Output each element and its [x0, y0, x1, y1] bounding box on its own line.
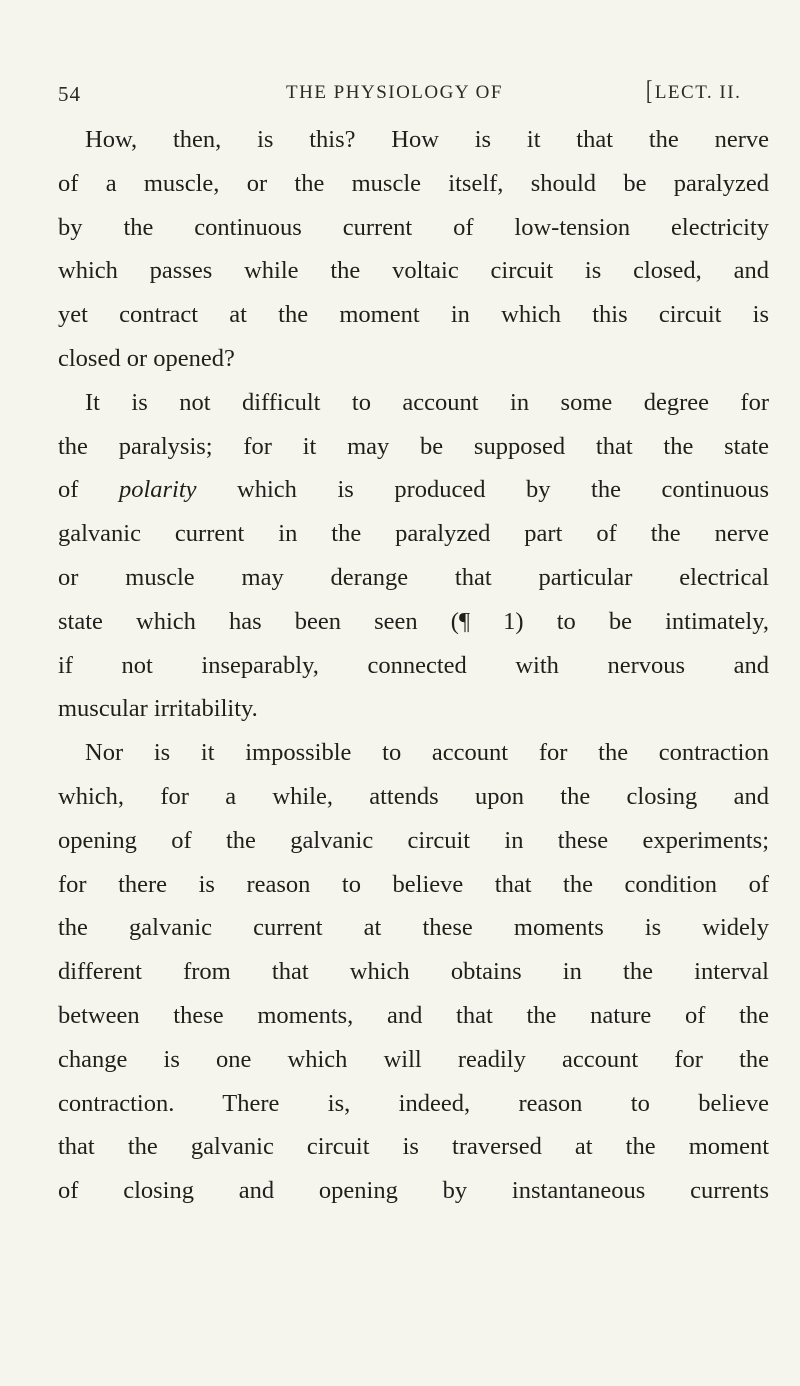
text-line: Nor is it impossible to account for the contraction — [85, 739, 769, 767]
lecture-number: LECT. II. — [654, 82, 742, 103]
text-line: or muscle may derange that particular electrical — [58, 563, 769, 591]
text-line: which, for a while, attends upon the closing and — [58, 782, 769, 810]
text-line: which passes while the voltaic circuit is closed, and — [58, 257, 769, 285]
text-line: between these moments, and that the nature of the — [58, 1001, 769, 1029]
page-number: 54 — [58, 82, 81, 106]
text-segment: of — [58, 476, 119, 504]
italic-term: polarity — [118, 476, 197, 504]
text-line: closed or opened? — [58, 344, 235, 372]
text-line: of a muscle, or the muscle itself, should be paralyzed — [58, 169, 769, 197]
text-line: yet contract at the moment in which this circuit is — [58, 301, 769, 329]
running-title: THE PHYSIOLOGY OF — [286, 82, 503, 103]
text-line-with-italic — [58, 468, 769, 512]
running-head — [58, 76, 768, 112]
text-line: by the continuous current of low-tension electricity — [58, 213, 769, 241]
text-line: It is not difficult to account in some degree for — [85, 388, 769, 416]
body-text — [58, 118, 769, 1213]
text-line: different from that which obtains in the interval — [58, 958, 769, 986]
text-line: How, then, is this? How is it that the nerve — [85, 126, 769, 153]
paragraph-1 — [58, 118, 769, 381]
paragraph-2 — [58, 381, 769, 731]
lecture-label — [646, 76, 742, 107]
text-line: galvanic current in the paralyzed part of the nerve — [58, 520, 769, 548]
text-line: state which has been seen (¶ 1) to be intimately, — [58, 607, 769, 635]
text-line: for there is reason to believe that the condition of — [58, 870, 769, 898]
text-line: muscular irritability. — [58, 695, 258, 723]
text-line: that the galvanic circuit is traversed at the moment — [58, 1133, 769, 1161]
text-line: the galvanic current at these moments is widely — [58, 914, 769, 942]
text-line: opening of the galvanic circuit in these experiments; — [58, 826, 769, 854]
text-line: the paralysis; for it may be supposed that the state — [58, 432, 769, 460]
text-segment: which is produced by the continuous — [196, 476, 769, 504]
text-line: of closing and opening by instantaneous currents — [58, 1177, 769, 1205]
text-line: change is one which will readily account for the — [58, 1045, 769, 1073]
text-line: if not inseparably, connected with nervous and — [58, 651, 769, 679]
paragraph-3 — [58, 731, 769, 1213]
text-line: contraction. There is, indeed, reason to believe — [58, 1089, 769, 1117]
lecture-bracket: [ — [646, 76, 654, 107]
